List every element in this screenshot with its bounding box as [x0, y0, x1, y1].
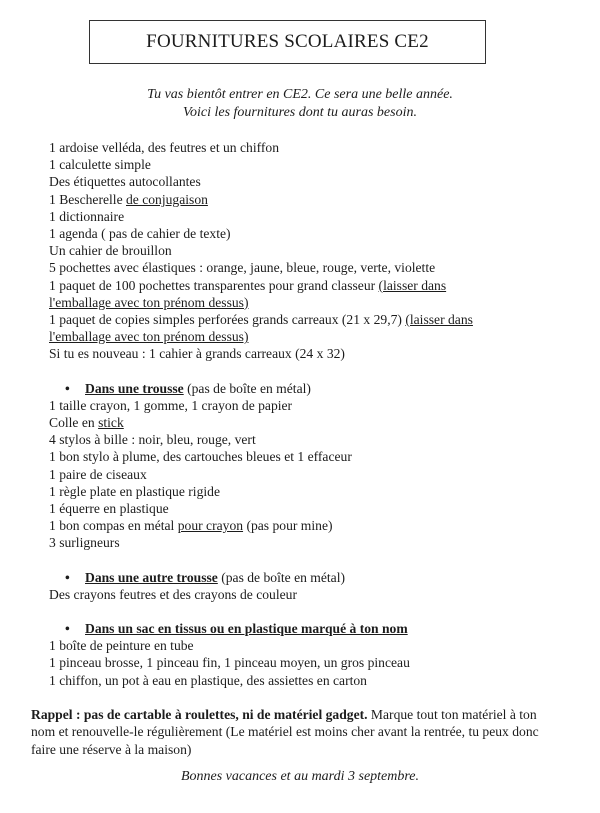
item-text: 1 Bescherelle — [49, 191, 126, 207]
list-item — [49, 191, 589, 208]
item-text: 1 paquet de copies simples perforées grands carreaux (21 x 29,7) — [49, 312, 406, 328]
list-item: Des étiquettes autocollantes — [49, 174, 201, 190]
section-heading-autre-trousse — [49, 569, 589, 586]
item-underlined-text: (laisser dans — [405, 312, 473, 328]
list-item: 1 dictionnaire — [49, 208, 125, 224]
item-underlined-text: (laisser dans — [378, 277, 447, 293]
section-heading-note: (pas de boîte en métal) — [217, 569, 346, 585]
item-text: 1 paquet de 100 pochettes transparentes pour grand classeur — [49, 277, 379, 293]
list-item — [49, 311, 589, 328]
list-item: 1 équerre en plastique — [49, 501, 169, 517]
section-heading-text: Dans un sac en tissus ou en plastique marqué à ton nom — [85, 621, 408, 637]
list-item-continuation: l'emballage avec ton prénom dessus) — [49, 329, 249, 345]
list-item — [49, 277, 589, 294]
section-heading-note: (pas de boîte en métal) — [183, 380, 311, 396]
list-item: 1 boîte de peinture en tube — [49, 638, 194, 654]
bullet-icon: • — [65, 380, 70, 396]
list-item: Des crayons feutres et des crayons de couleur — [49, 586, 297, 602]
bullet-icon: • — [65, 621, 70, 637]
list-item: 1 calculette simple — [49, 157, 151, 173]
intro-line-2: Voici les fournitures dont tu auras besoin. — [183, 105, 417, 120]
item-text: Colle en — [49, 415, 99, 431]
list-item: 1 pinceau brosse, 1 pinceau fin, 1 pinceau moyen, un gros pinceau — [49, 655, 410, 671]
reminder-bold-text: Rappel : pas de cartable à roulettes, ni de matériel gadget. — [31, 707, 368, 722]
list-item: 4 stylos à bille : noir, bleu, rouge, vert — [49, 432, 256, 448]
list-item: 1 chiffon, un pot à eau en plastique, des assiettes en carton — [49, 672, 367, 688]
list-item: Si tu es nouveau : 1 cahier à grands carreaux (24 x 32) — [49, 346, 345, 362]
supplies-list — [49, 139, 589, 689]
section-heading-text: Dans une trousse — [85, 380, 184, 396]
item-underlined-text: pour crayon — [177, 518, 244, 534]
reminder-text: Marque tout ton matériel à ton nom et renouvelle-le régulièrement (Le matériel est moins cher avant la rentrée, tu peux donc faire une réserve à la maison) — [31, 707, 539, 757]
list-item: Un cahier de brouillon — [49, 243, 172, 259]
list-item: 1 bon stylo à plume, des cartouches bleues et 1 effaceur — [49, 449, 352, 465]
list-item — [49, 517, 589, 534]
list-item: 3 surligneurs — [49, 535, 120, 551]
spacer — [49, 363, 589, 380]
item-underlined-text: de conjugaison — [126, 191, 208, 207]
item-text: (pas pour mine) — [243, 518, 333, 534]
item-text: 1 bon compas en métal — [49, 518, 178, 534]
section-heading-sac — [49, 620, 589, 637]
list-item — [49, 414, 589, 431]
reminder-paragraph — [31, 706, 561, 758]
page-title-text: FOURNITURES SCOLAIRES CE2 — [146, 31, 429, 52]
spacer — [49, 552, 589, 569]
list-item-continuation: l'emballage avec ton prénom dessus) — [49, 294, 249, 310]
spacer — [49, 603, 589, 620]
section-heading-text: Dans une autre trousse — [85, 569, 218, 585]
item-underlined-text: stick — [98, 415, 124, 431]
list-item: 5 pochettes avec élastiques : orange, jaune, bleue, rouge, verte, violette — [49, 260, 436, 276]
closing-line: Bonnes vacances et au mardi 3 septembre. — [180, 769, 420, 784]
section-heading-trousse — [49, 380, 589, 397]
intro-line-1: Tu vas bientôt entrer en CE2. Ce sera une belle année. — [147, 87, 453, 102]
bullet-icon: • — [65, 569, 70, 585]
page-title — [89, 20, 486, 64]
list-item: 1 ardoise velléda, des feutres et un chiffon — [49, 140, 280, 155]
list-item: 1 taille crayon, 1 gomme, 1 crayon de papier — [49, 397, 293, 413]
list-item: 1 paire de ciseaux — [49, 466, 147, 482]
list-item: 1 agenda ( pas de cahier de texte) — [49, 226, 231, 242]
list-item: 1 règle plate en plastique rigide — [49, 483, 220, 499]
